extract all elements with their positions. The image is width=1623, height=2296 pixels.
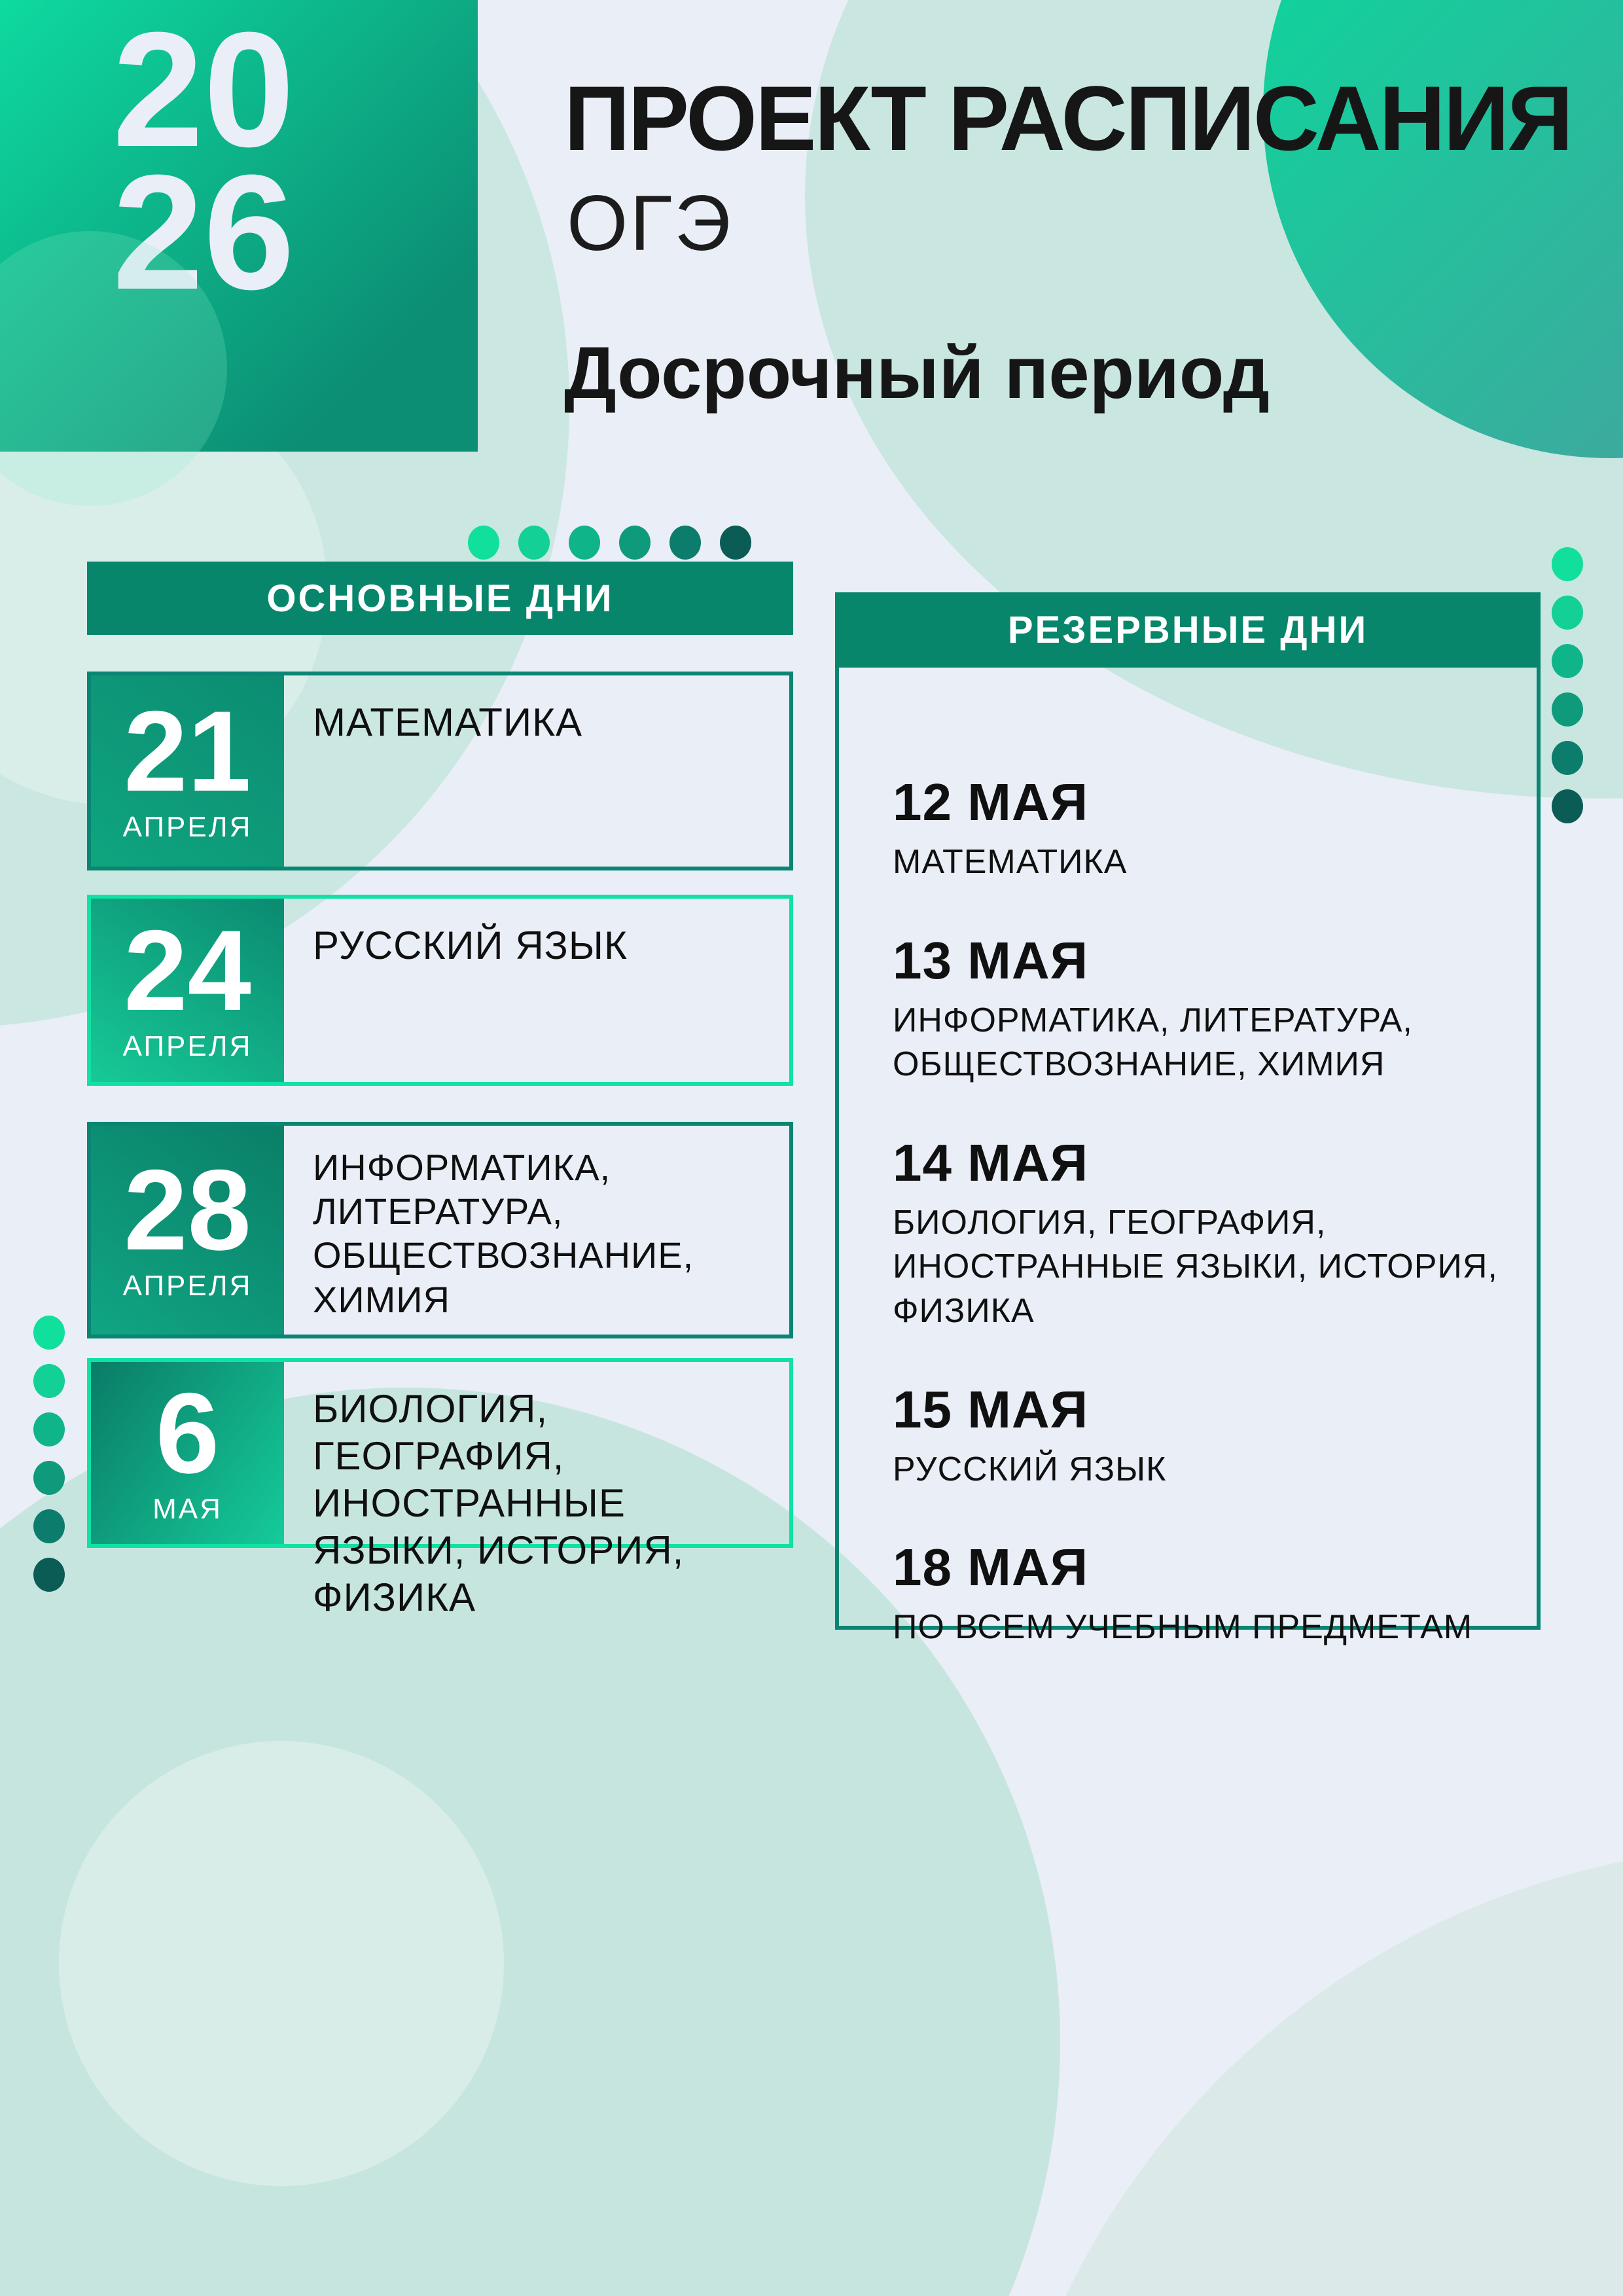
- reserve-subjects: ИНФОРМАТИКА, ЛИТЕРАТУРА, ОБЩЕСТВОЗНАНИЕ, ХИМИЯ: [893, 1001, 1413, 1084]
- reserve-days-header: РЕЗЕРВНЫЕ ДНИ: [835, 592, 1541, 668]
- exam-month: АПРЕЛЯ: [122, 1270, 253, 1302]
- dot-decoration: [1552, 789, 1583, 823]
- exam-day: 28: [124, 1147, 251, 1274]
- exam-subjects: ИНФОРМАТИКА, ЛИТЕРАТУРА, ОБЩЕСТВОЗНАНИЕ, ХИМИЯ: [313, 1147, 694, 1320]
- reserve-item: [893, 1380, 1510, 1492]
- dot-decoration: [1552, 741, 1583, 775]
- exam-card-21-april: [87, 672, 793, 870]
- reserve-date: 13 МАЯ: [893, 931, 1089, 990]
- dots-column-right: [1552, 547, 1583, 823]
- dot-decoration: [33, 1316, 65, 1350]
- reserve-subjects: РУССКИЙ ЯЗЫК: [893, 1450, 1167, 1488]
- reserve-item: [893, 1537, 1510, 1650]
- dot-decoration: [468, 526, 499, 560]
- exam-day: 21: [124, 687, 251, 816]
- exam-month: МАЯ: [152, 1492, 223, 1525]
- dot-decoration: [1552, 596, 1583, 630]
- exam-card-28-april: [87, 1122, 793, 1338]
- dot-decoration: [518, 526, 550, 560]
- dot-decoration: [33, 1412, 65, 1446]
- dot-decoration: [1552, 692, 1583, 726]
- year-badge: [0, 0, 478, 452]
- dot-decoration: [669, 526, 701, 560]
- page-period: Досрочный период: [564, 332, 1270, 414]
- dot-decoration: [1552, 547, 1583, 581]
- dot-decoration: [33, 1558, 65, 1592]
- reserve-item: [893, 1133, 1510, 1334]
- year-top-line: 20: [113, 0, 295, 181]
- dot-decoration: [1552, 644, 1583, 678]
- exam-day: 24: [124, 906, 251, 1035]
- dots-column-left: [33, 1316, 65, 1592]
- dot-decoration: [33, 1509, 65, 1543]
- page-subtitle: ОГЭ: [567, 179, 733, 267]
- exam-date-panel: [91, 675, 284, 867]
- dot-decoration: [569, 526, 600, 560]
- exam-card-6-may: [87, 1358, 793, 1619]
- reserve-item: [893, 772, 1510, 885]
- exam-date-panel: [91, 1362, 284, 1544]
- exam-subjects: МАТЕМАТИКА: [313, 700, 583, 744]
- exam-month: АПРЕЛЯ: [122, 810, 253, 843]
- dot-decoration: [33, 1364, 65, 1398]
- dot-decoration: [720, 526, 751, 560]
- exam-card-24-april: [87, 895, 793, 1086]
- exam-day: 6: [155, 1369, 220, 1498]
- year-bottom-line: 26: [113, 141, 295, 323]
- reserve-date: 12 МАЯ: [893, 773, 1089, 831]
- reserve-subjects: БИОЛОГИЯ, ГЕОГРАФИЯ, ИНОСТРАННЫЕ ЯЗЫКИ, ИСТОРИЯ, ФИЗИКА: [893, 1203, 1498, 1330]
- main-days-header: ОСНОВНЫЕ ДНИ: [87, 562, 793, 635]
- reserve-subjects: МАТЕМАТИКА: [893, 843, 1128, 881]
- dot-decoration: [619, 526, 651, 560]
- dots-row: [468, 526, 751, 560]
- exam-date-panel: [91, 1126, 284, 1335]
- reserve-date: 18 МАЯ: [893, 1538, 1089, 1597]
- reserve-date: 14 МАЯ: [893, 1133, 1089, 1192]
- dot-decoration: [33, 1461, 65, 1495]
- year-text: [113, 0, 295, 323]
- background-circle-bottom-right: [988, 1846, 1623, 2296]
- reserve-subjects: ПО ВСЕМ УЧЕБНЫМ ПРЕДМЕТАМ: [893, 1608, 1473, 1647]
- reserve-date: 15 МАЯ: [893, 1380, 1089, 1439]
- exam-month: АПРЕЛЯ: [122, 1030, 253, 1062]
- exam-date-panel: [91, 899, 284, 1082]
- exam-subjects: РУССКИЙ ЯЗЫК: [313, 924, 628, 967]
- reserve-days-box: [835, 668, 1541, 1647]
- page-title: ПРОЕКТ РАСПИСАНИЯ: [564, 67, 1571, 170]
- reserve-item: [893, 931, 1510, 1087]
- background-circle-bottom-left-inner: [59, 1741, 504, 2186]
- exam-subjects: БИОЛОГИЯ, ГЕОГРАФИЯ, ИНОСТРАННЫЕ ЯЗЫКИ, ИСТОРИЯ, ФИЗИКА: [313, 1387, 685, 1619]
